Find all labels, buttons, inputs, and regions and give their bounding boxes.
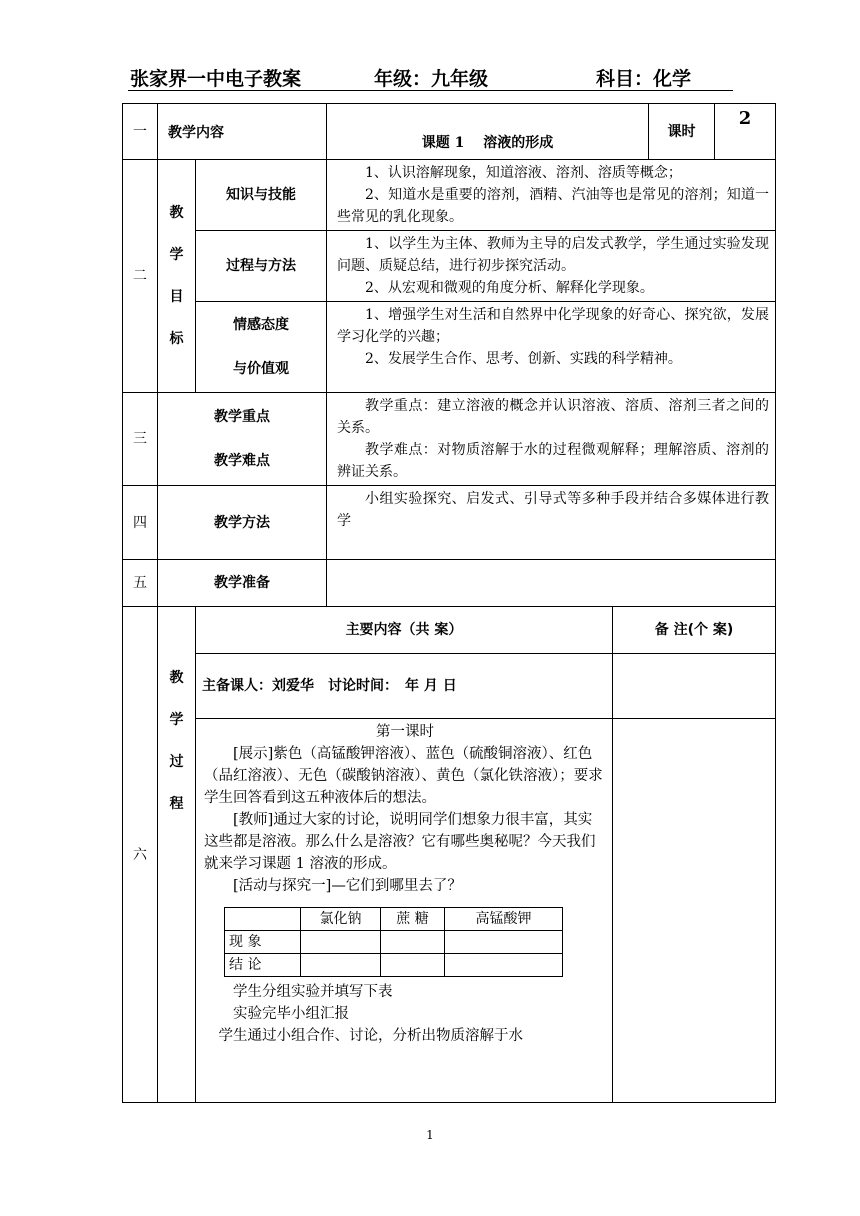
notes-content-cell <box>613 719 776 1103</box>
lesson-topic: 课题 1 溶液的形成 <box>327 104 649 160</box>
notes-header: 备 注(个 案) <box>613 607 776 654</box>
school-name: 张家界一中电子教案 <box>130 68 302 90</box>
row-number: 五 <box>123 560 158 607</box>
page-number: 1 <box>426 1128 434 1142</box>
row-key-points <box>123 393 776 486</box>
row-process-content <box>123 719 776 1103</box>
row-objectives-process <box>123 231 776 302</box>
row-number: 六 <box>123 607 158 1103</box>
experiment-row: 结 论 <box>225 954 563 977</box>
notes-preparer-cell <box>613 654 776 719</box>
process-methods-text: 1、以学生为主体、教师为主导的启发式教学，学生通过实验发现问题、质疑总结，进行初步探究活动。 2、从宏观和微观的角度分析、解释化学现象。 <box>327 231 776 302</box>
teaching-method-text: 小组实验探究、启发式、引导式等多种手段并结合多媒体进行教学 <box>327 486 776 560</box>
teaching-prep-text <box>327 560 776 607</box>
period-value: 2 <box>715 104 776 160</box>
paragraph-analysis: 学生通过小组合作、讨论，分析出物质溶解于水 <box>218 1028 523 1044</box>
row-objectives-knowledge <box>123 160 776 231</box>
experiment-row: 现 象 <box>225 931 563 954</box>
lesson-title: 第一课时 <box>376 724 434 740</box>
teaching-method-label: 教学方法 <box>158 486 327 560</box>
main-content-header: 主要内容（共 案） <box>196 607 613 654</box>
knowledge-skills-text: 1、认识溶解现象，知道溶液、溶剂、溶质等概念； 2、知道水是重要的溶剂，酒精、汽油等也是常见的溶剂；知道一些常见的乳化现象。 <box>327 160 776 231</box>
subject-label: 科目：化学 <box>596 68 692 90</box>
key-difficult-text: 教学重点：建立溶液的概念并认识溶液、溶质、溶剂三者之间的关系。 教学难点：对物质溶解于水的过程微观解释；理解溶质、溶剂的辨证关系。 <box>327 393 776 486</box>
row-number: 三 <box>123 393 158 486</box>
row-number: 一 <box>123 104 158 160</box>
preparer-info: 主备课人：刘爱华 讨论时间： 年 月 日 <box>196 654 613 719</box>
paragraph-display: [展示]紫色（高锰酸钾溶液）、蓝色（硫酸铜溶液）、红色（品红溶液）、无色（碳酸钠溶液）、黄色（氯化铁溶液）；要求学生回答看到这五种液体后的想法。 <box>204 746 603 806</box>
row-process-header <box>123 607 776 654</box>
row-teaching-content <box>123 104 776 160</box>
teaching-prep-label: 教学准备 <box>158 560 327 607</box>
row-preparer <box>123 654 776 719</box>
paragraph-teacher: [教师]通过大家的讨论，说明同学们想象力很丰富，其实这些都是溶液。那么什么是溶液？它有哪些奥秘呢？今天我们就来学习课题 1 溶液的形成。 <box>204 812 596 872</box>
row-number: 四 <box>123 486 158 560</box>
period-label: 课时 <box>649 104 715 160</box>
experiment-table <box>224 907 563 977</box>
attitude-values-text: 1、增强学生对生活和自然界中化学现象的好奇心、探究欲，发展学习化学的兴趣； 2、发展学生合作、思考、创新、实践的科学精神。 <box>327 302 776 393</box>
row-objectives-attitude <box>123 302 776 393</box>
attitude-values-label: 情感态度 与价值观 <box>196 302 327 393</box>
experiment-header-row: 氯化钠 蔗 糖 高锰酸钾 <box>225 908 563 931</box>
process-methods-label: 过程与方法 <box>196 231 327 302</box>
process-content <box>196 719 613 1103</box>
paragraph-activity: [活动与探究一]—它们到哪里去了？ <box>233 878 462 894</box>
row-teaching-prep <box>123 560 776 607</box>
objectives-vertical-label: 教 学 目 标 <box>158 160 196 393</box>
grade-label: 年级：九年级 <box>374 68 489 90</box>
row-number: 二 <box>123 160 158 393</box>
row-teaching-method <box>123 486 776 560</box>
lesson-plan-table <box>122 103 776 1103</box>
process-vertical-label: 教 学 过 程 <box>158 607 196 1103</box>
page-header <box>128 62 733 91</box>
paragraph-report: 实验完毕小组汇报 <box>233 1006 349 1022</box>
knowledge-skills-label: 知识与技能 <box>196 160 327 231</box>
teaching-content-label: 教学内容 <box>158 104 327 160</box>
paragraph-group-exp: 学生分组实验并填写下表 <box>233 984 393 1000</box>
key-difficult-label: 教学重点 教学难点 <box>158 393 327 486</box>
